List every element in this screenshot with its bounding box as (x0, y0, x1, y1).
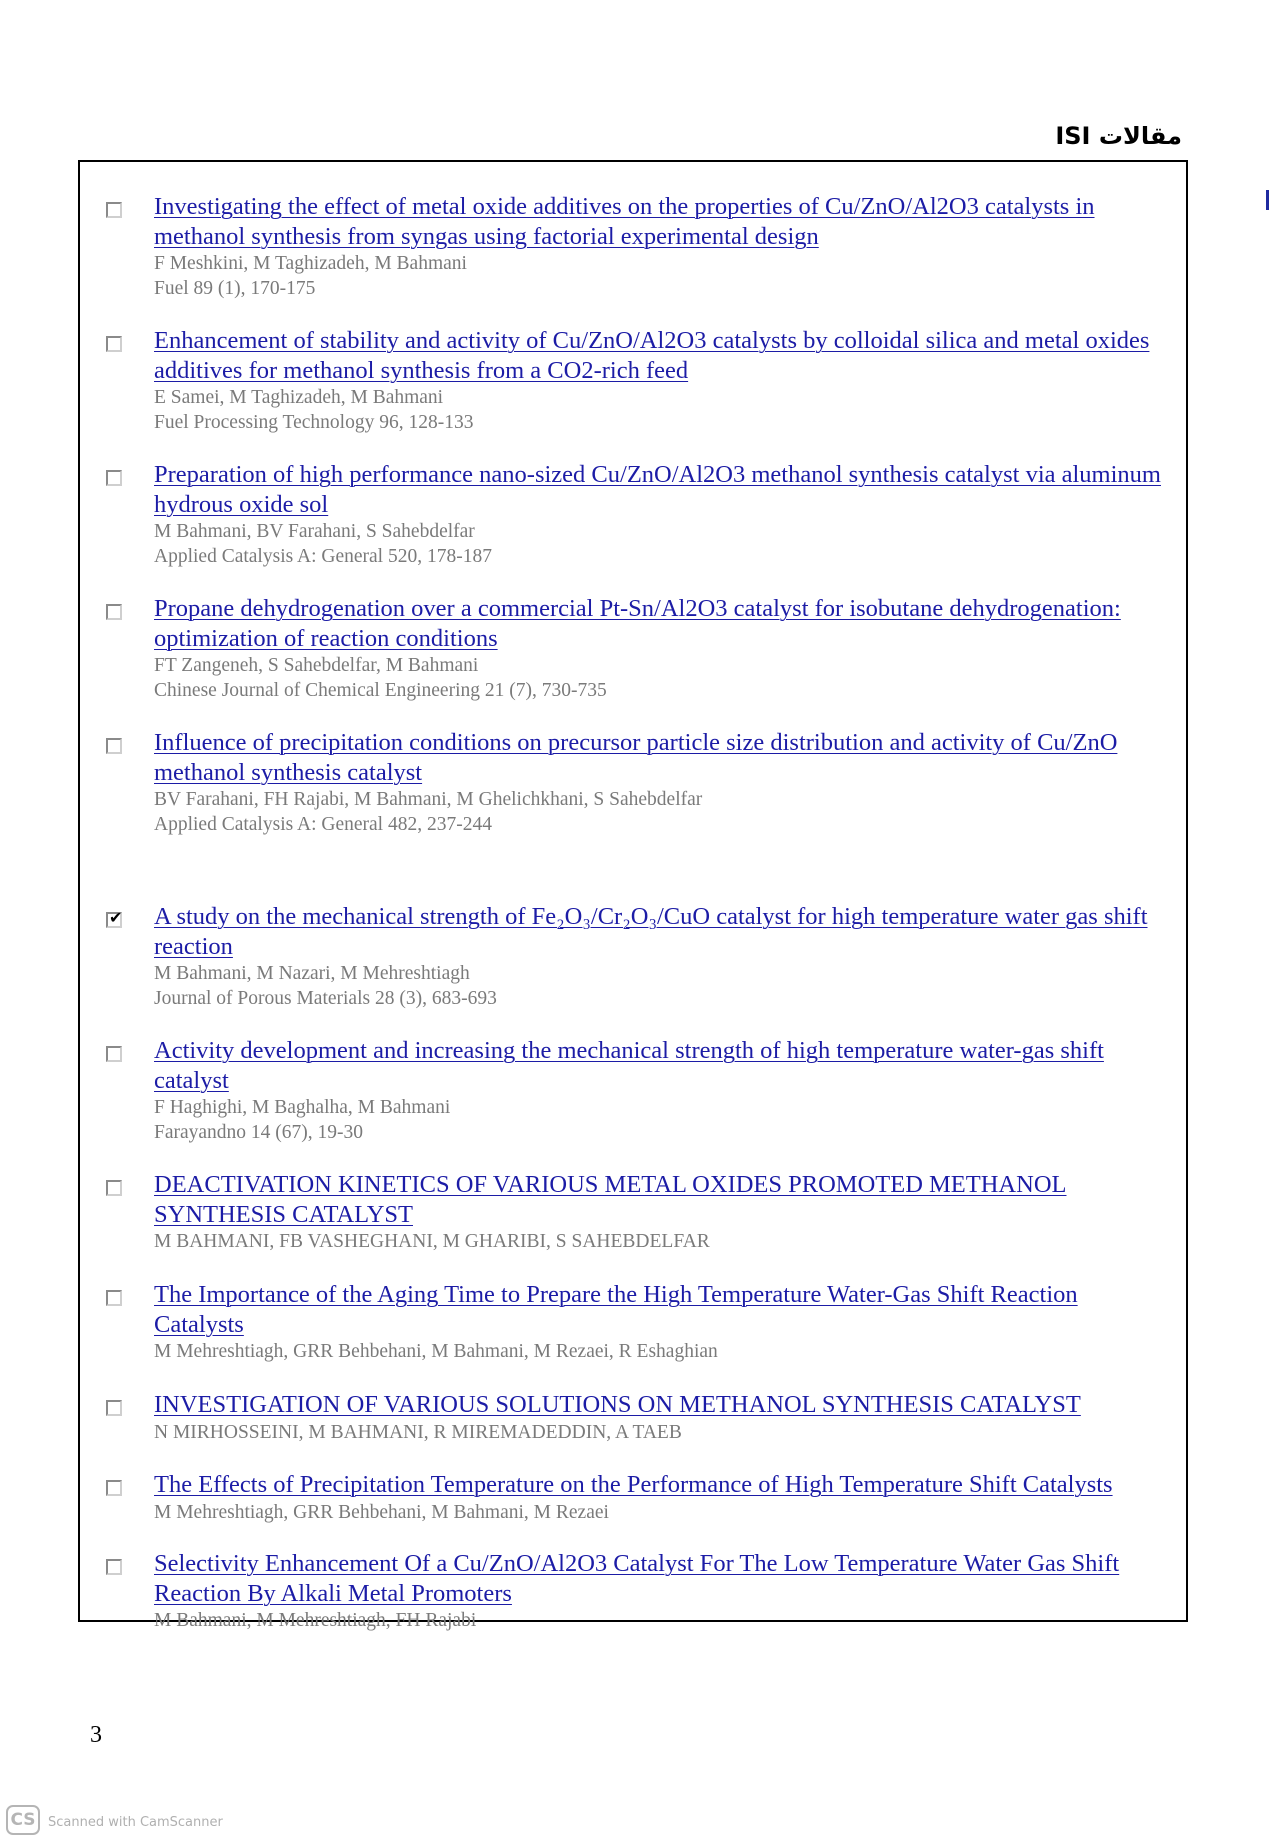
article-authors: M Mehreshtiagh, GRR Behbehani, M Bahmani, M Rezaei, R Eshaghian (154, 1341, 718, 1362)
article-checkbox[interactable] (106, 604, 122, 620)
edge-link-fragment (1266, 190, 1269, 210)
article-checkbox[interactable] (106, 1400, 122, 1416)
article-authors: F Meshkini, M Taghizadeh, M Bahmani (154, 253, 467, 274)
article-checkbox[interactable] (106, 470, 122, 486)
article-title-link[interactable]: Preparation of high performance nano-sized Cu/ZnO/Al2O3 methanol synthesis catalyst via aluminum hydrous oxide sol (154, 461, 1161, 518)
article-checkbox[interactable] (106, 1046, 122, 1062)
article-title-link[interactable]: INVESTIGATION OF VARIOUS SOLUTIONS ON METHANOL SYNTHESIS CATALYST (154, 1391, 1081, 1418)
article-title-link[interactable]: Activity development and increasing the mechanical strength of high temperature water-gas shift catalyst (154, 1037, 1104, 1094)
article-title-link[interactable]: The Effects of Precipitation Temperature on the Performance of High Temperature Shift Catalysts (154, 1471, 1113, 1498)
article-authors: M Bahmani, BV Farahani, S Sahebdelfar (154, 521, 475, 542)
article-title-link[interactable]: Influence of precipitation conditions on precursor particle size distribution and activity of Cu/ZnO methanol synthesis catalyst (154, 729, 1118, 786)
article-source: Applied Catalysis A: General 520, 178-187 (154, 546, 492, 567)
article-source: Farayandno 14 (67), 19-30 (154, 1122, 364, 1143)
article-checkbox[interactable] (106, 738, 122, 754)
camscanner-logo-icon: CS (6, 1805, 40, 1835)
article-checkbox[interactable] (106, 1290, 122, 1306)
check-icon: ✔ (109, 908, 123, 927)
article-checkbox[interactable] (106, 1559, 122, 1575)
article-title-link[interactable]: A study on the mechanical strength of Fe₂O₃/Cr₂O₃/CuO catalyst for high temperature water gas shift reaction (154, 903, 1148, 960)
article-entry (92, 1390, 1172, 1445)
article-list-frame (78, 160, 1188, 1631)
article-entry (92, 192, 1172, 301)
article-source: Fuel 89 (1), 170-175 (154, 278, 316, 299)
article-title-link[interactable]: Investigating the effect of metal oxide additives on the properties of Cu/ZnO/Al2O3 catalysts in methanol synthesis from syngas using factorial experimental design (154, 193, 1095, 250)
article-source: Fuel Processing Technology 96, 128-133 (154, 412, 474, 433)
article-entry (92, 1170, 1172, 1254)
scanner-watermark: Scanned with CamScanner (48, 1815, 223, 1830)
article-source: Applied Catalysis A: General 482, 237-244 (154, 814, 492, 835)
article-checkbox[interactable] (106, 202, 122, 218)
article-source: Chinese Journal of Chemical Engineering 21 (7), 730-735 (154, 680, 607, 701)
article-checkbox[interactable] (106, 1180, 122, 1196)
article-entry (92, 1549, 1172, 1633)
article-entry (92, 326, 1172, 435)
article-authors: F Haghighi, M Baghalha, M Bahmani (154, 1097, 451, 1118)
article-authors: M Mehreshtiagh, GRR Behbehani, M Bahmani, M Rezaei (154, 1501, 609, 1523)
article-entry (92, 594, 1172, 703)
page-number: 3 (90, 1722, 102, 1748)
article-entry (92, 1470, 1172, 1525)
article-authors: M Bahmani, M Nazari, M Mehreshtiagh (154, 963, 470, 984)
article-title-link[interactable]: The Importance of the Aging Time to Prepare the High Temperature Water-Gas Shift Reaction Catalysts (154, 1281, 1078, 1338)
section-heading: مقالات ISI (1055, 122, 1182, 150)
article-source: Journal of Porous Materials 28 (3), 683-693 (154, 988, 497, 1009)
article-title-link[interactable]: Selectivity Enhancement Of a Cu/ZnO/Al2O3 Catalyst For The Low Temperature Water Gas Shift Reaction By Alkali Metal Promoters (154, 1550, 1120, 1607)
article-authors: E Samei, M Taghizadeh, M Bahmani (154, 387, 444, 408)
article-title-link[interactable]: DEACTIVATION KINETICS OF VARIOUS METAL OXIDES PROMOTED METHANOL SYNTHESIS CATALYST (154, 1171, 1067, 1228)
article-authors: M Bahmani, M Mehreshtiagh, FH Rajabi (154, 1610, 477, 1631)
article-authors: FT Zangeneh, S Sahebdelfar, M Bahmani (154, 655, 479, 676)
article-checkbox[interactable] (106, 336, 122, 352)
article-entry (92, 460, 1172, 569)
article-authors: M BAHMANI, FB VASHEGHANI, M GHARIBI, S SAHEBDELFAR (154, 1231, 710, 1252)
article-entry (92, 1280, 1172, 1364)
article-checkbox[interactable] (106, 908, 123, 928)
article-entry (92, 728, 1172, 837)
article-authors: N MIRHOSSEINI, M BAHMANI, R MIREMADEDDIN, A TAEB (154, 1421, 682, 1443)
article-entry (92, 902, 1172, 1011)
article-entry (92, 1036, 1172, 1145)
article-title-link[interactable]: Enhancement of stability and activity of Cu/ZnO/Al2O3 catalysts by colloidal silica and metal oxides additives for methanol synthesis from a CO2-rich feed (154, 327, 1150, 384)
article-authors: BV Farahani, FH Rajabi, M Bahmani, M Ghelichkhani, S Sahebdelfar (154, 789, 703, 810)
article-title-link[interactable]: Propane dehydrogenation over a commercial Pt-Sn/Al2O3 catalyst for isobutane dehydrogenation: optimization of reaction conditions (154, 595, 1121, 652)
article-checkbox[interactable] (106, 1480, 122, 1496)
